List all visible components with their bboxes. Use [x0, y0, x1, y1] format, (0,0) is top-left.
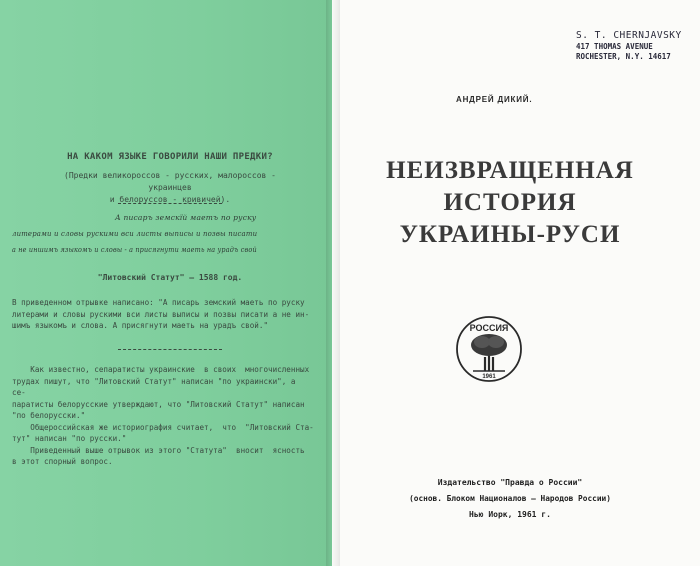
- statute-caption: "Литовский Статут" — 1588 год.: [97, 273, 243, 282]
- stamp-address-line: 417 THOMAS AVENUE: [576, 42, 653, 51]
- stamp-name: S. T. CHERNJAVSKY: [576, 30, 682, 41]
- right-page: [332, 0, 700, 580]
- book-title: [340, 155, 680, 251]
- handwritten-line: А писаръ земскїй маетъ по руску: [115, 213, 257, 222]
- publisher-line: Издательство "Правда о России": [437, 478, 583, 487]
- paragraph-line: Как известно, сепаратисты украинские в своих многочисленных: [12, 365, 310, 374]
- book-gutter: [326, 0, 340, 580]
- left-page-heading: НА КАКОМ ЯЗЫКЕ ГОВОРИЛИ НАШИ ПРЕДКИ?: [67, 152, 273, 162]
- paragraph-commentary: [12, 364, 312, 468]
- title-line: НЕИЗВРАЩЕННАЯ: [386, 157, 634, 184]
- paragraph-line: шимъ языкомъ и слова. А присягнути маеть на урадъ свой.": [12, 321, 269, 330]
- paragraph-line: паратисты белорусские утверждают, что "Литовский Статут" написан: [12, 399, 305, 409]
- title-line: ИСТОРИЯ: [443, 189, 577, 216]
- stamp-address-line: ROCHESTER, N.Y. 14617: [576, 52, 671, 61]
- left-page-subheading: [40, 170, 300, 206]
- divider: [118, 349, 222, 350]
- emblem-top-text: РОССИЯ: [469, 323, 509, 333]
- author-name: АНДРЕЙ ДИКИЙ.: [456, 95, 533, 104]
- handwritten-line: а не иншимъ языкомъ и словы - а присягнути маеть на урадъ свой: [12, 245, 257, 254]
- title-line: УКРАИНЫ-РУСИ: [399, 221, 621, 248]
- publisher-line: (основ. Блоком Националов — Народов России): [409, 494, 611, 503]
- left-page: [0, 0, 332, 580]
- divider: [118, 203, 222, 204]
- paragraph-line: трудах пишут, что "Литовский Статут" написан "по украински", а се-: [12, 376, 296, 397]
- paragraph-translation: [12, 297, 312, 332]
- owner-stamp: [576, 30, 686, 61]
- handwritten-line: литерами и словы рускими вси листы выписы и позвы писати: [12, 229, 258, 238]
- paragraph-line: тут" написан "по русски.": [12, 434, 127, 443]
- page-bottom-margin: [0, 566, 700, 580]
- emblem-bottom-text: 1961: [482, 374, 496, 380]
- subheading-line: и белоруссов - кривичей).: [109, 195, 231, 204]
- paragraph-line: "по белорусски.": [12, 411, 86, 420]
- paragraph-line: литерами и словы рускими вси листы выписы и позвы писати а не ин-: [12, 309, 310, 319]
- publication-place-year: Нью Иорк, 1961 г.: [469, 510, 551, 519]
- subheading-line: (Предки великороссов - русских, малороссов - украинцев: [64, 171, 276, 192]
- paragraph-line: В приведенном отрывке написано: "А писарь земский маеть по руску: [12, 298, 305, 307]
- paragraph-line: Общероссийская же историография считает, что "Литовский Ста-: [12, 422, 314, 432]
- paragraph-line: Приведенный выше отрывок из этого "Статута" вносит ясность: [12, 445, 305, 455]
- publisher-emblem-icon: [455, 315, 523, 383]
- paragraph-line: в этот спорный вопрос.: [12, 457, 113, 466]
